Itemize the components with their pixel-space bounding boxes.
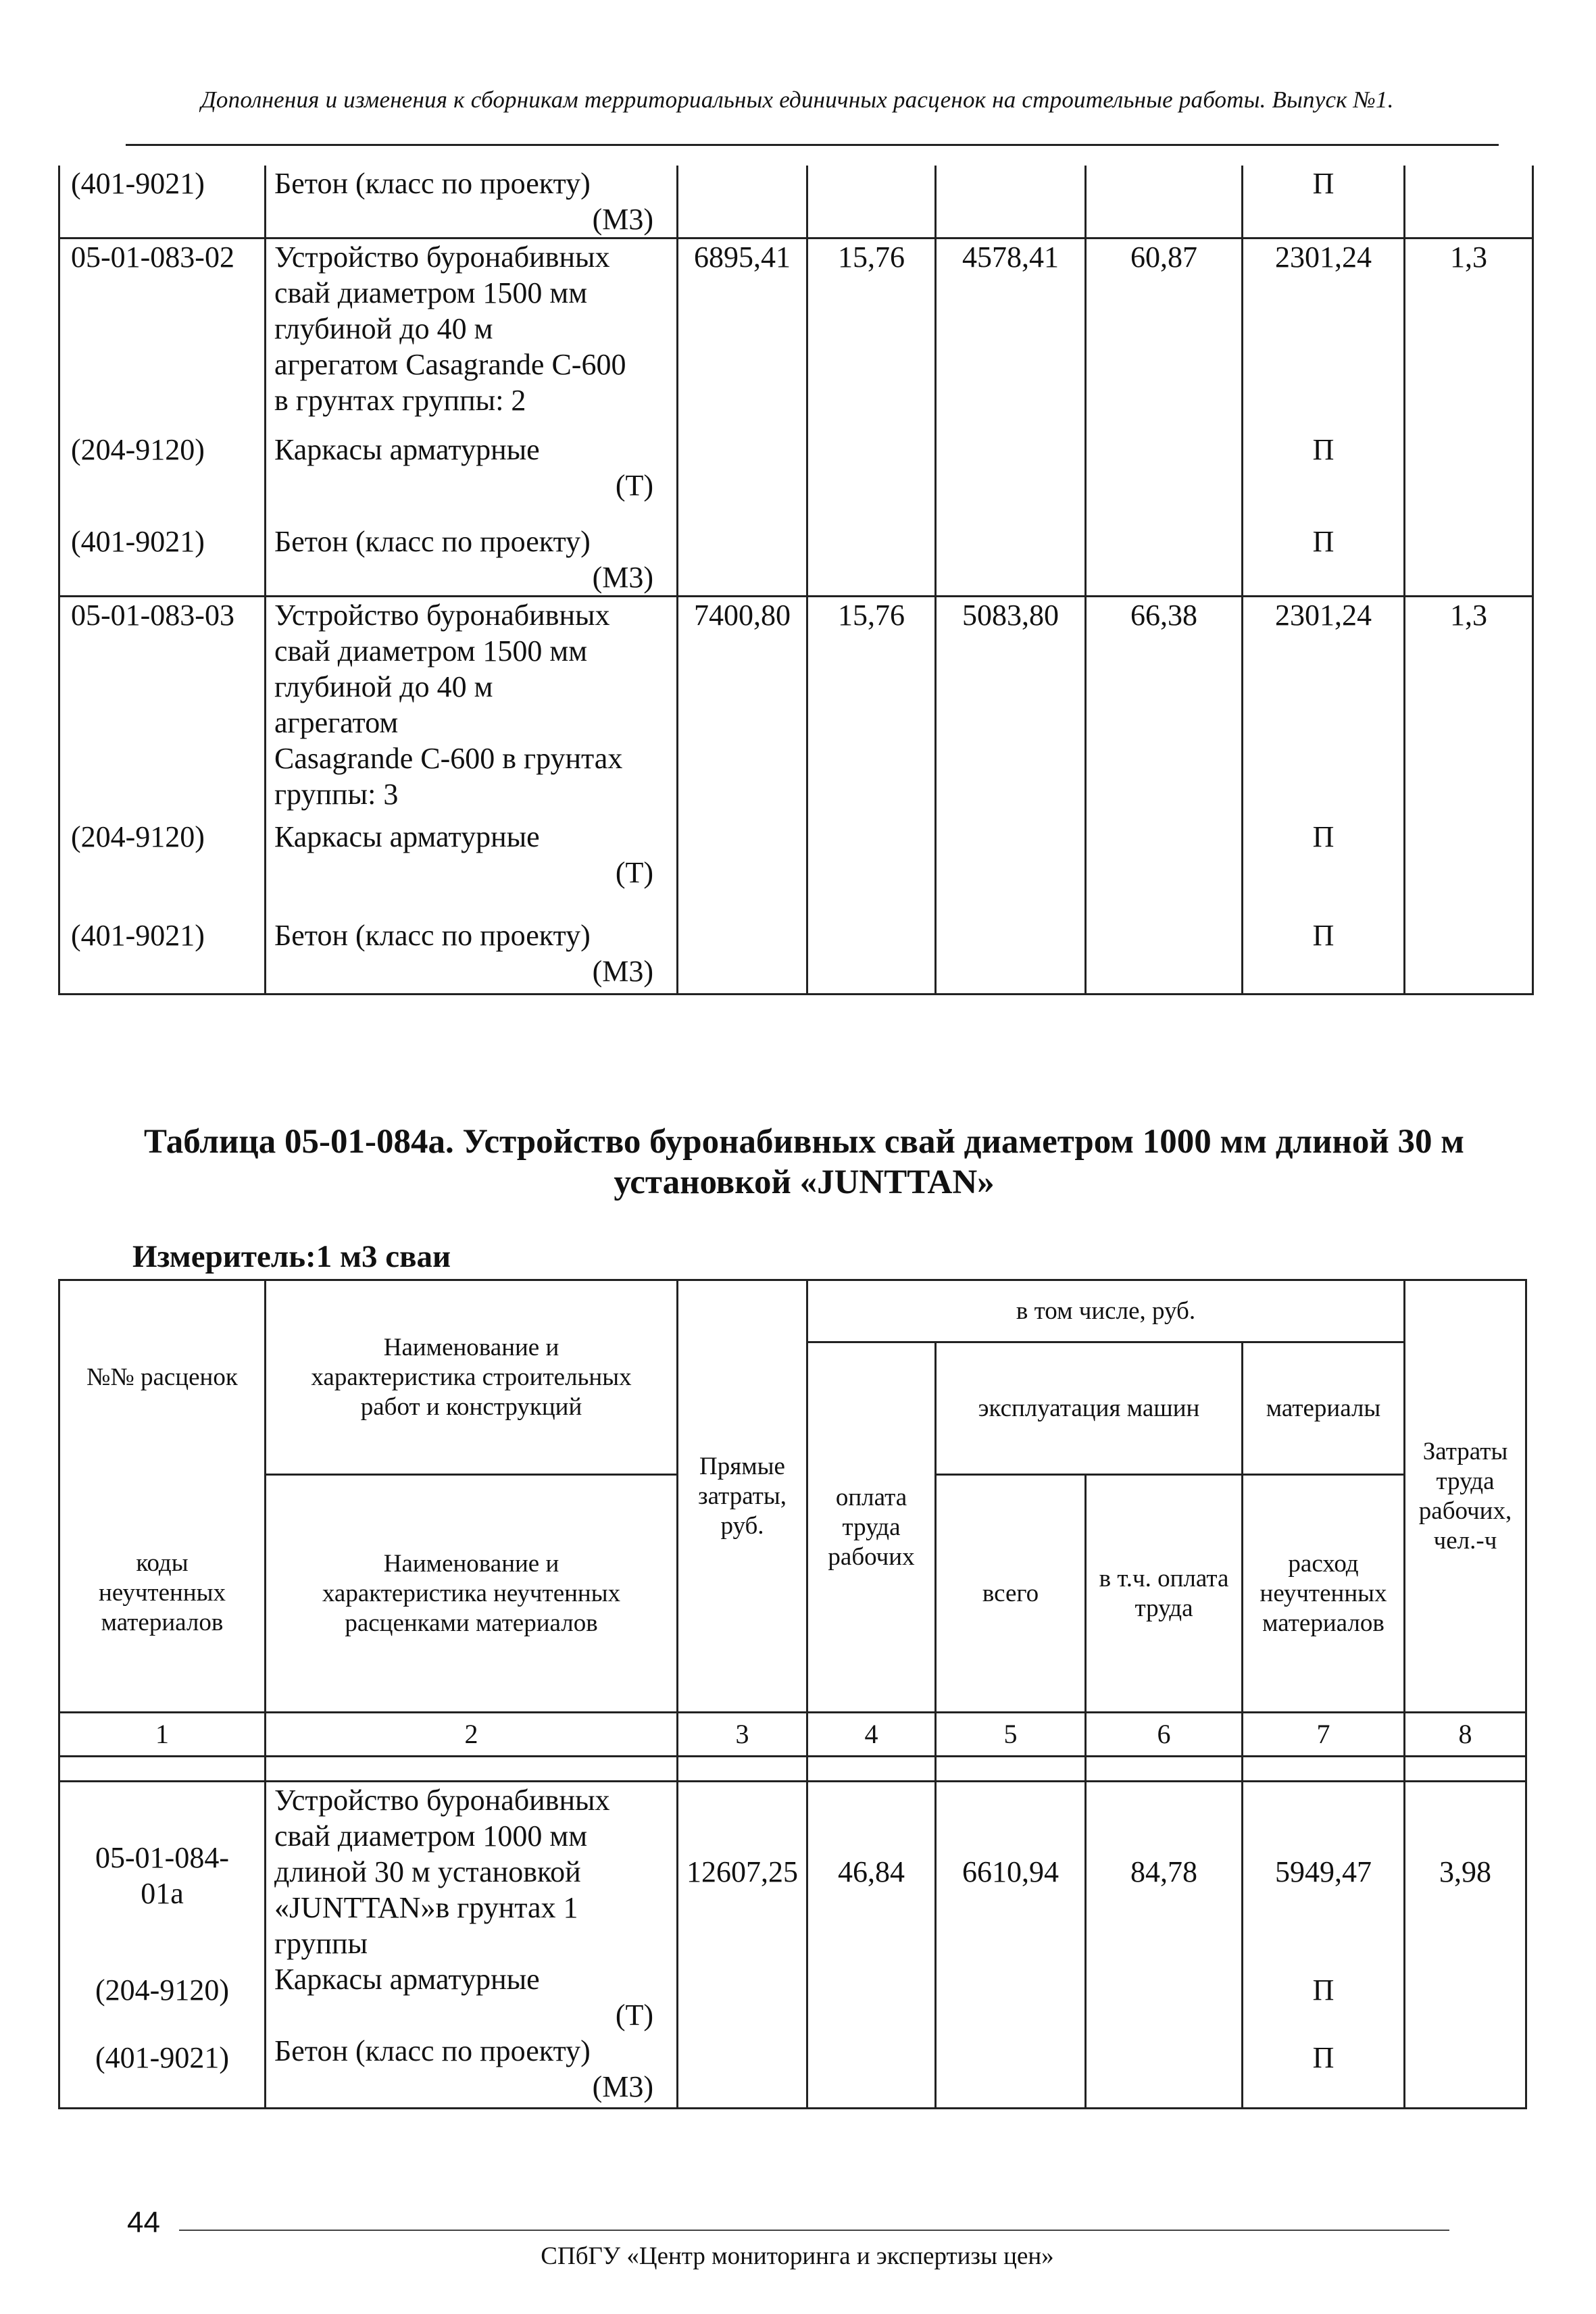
column-number: 6 bbox=[1086, 1713, 1243, 1757]
rate-code: 05-01-083-03 bbox=[59, 597, 266, 813]
header-worker-wages: оплата труда рабочих bbox=[807, 1342, 936, 1713]
upper-price-table bbox=[58, 166, 1534, 995]
material-code: (401-9021) bbox=[59, 2033, 266, 2109]
worker-wages: 15,76 bbox=[807, 238, 936, 419]
table-title: Таблица 05-01-084а. Устройство буронабивных свай диаметром 1000 мм длиной 30 м установкой «JUNTTAN» bbox=[143, 1123, 1465, 1201]
table-row bbox=[59, 503, 1533, 597]
column-number: 2 bbox=[266, 1713, 678, 1757]
column-number: 1 bbox=[59, 1713, 266, 1757]
machine-wages: 66,38 bbox=[1086, 597, 1243, 813]
header-rate-numbers: №№ расценок bbox=[59, 1280, 266, 1475]
material-name: Бетон (класс по проекту) (М3) bbox=[266, 166, 678, 238]
material-costs: 2301,24 bbox=[1243, 238, 1405, 419]
worker-wages: 15,76 bbox=[807, 597, 936, 813]
material-mark: П bbox=[1243, 890, 1405, 995]
material-mark: П bbox=[1243, 166, 1405, 238]
column-number: 7 bbox=[1243, 1713, 1405, 1757]
material-mark: П bbox=[1243, 1961, 1405, 2033]
material-code: (204-9120) bbox=[59, 812, 266, 890]
table-row bbox=[59, 1782, 1526, 1962]
header-material-codes: коды неучтенных материалов bbox=[59, 1475, 266, 1713]
material-name: Бетон (класс по проекту) (М3) bbox=[266, 2033, 678, 2109]
material-costs: 5949,47 bbox=[1243, 1782, 1405, 1962]
rate-name: Устройство буронабивных свай диаметром 1500 мм глубиной до 40 м агрегатом Casagrande C-600 в грунтах группы: 3 bbox=[266, 597, 678, 813]
header-labor-costs: Затраты труда рабочих, чел.-ч bbox=[1405, 1280, 1526, 1713]
material-mark: П bbox=[1243, 418, 1405, 503]
column-number: 3 bbox=[678, 1713, 807, 1757]
labor-costs: 1,3 bbox=[1405, 238, 1533, 419]
header-machine-operation: эксплуатация машин bbox=[936, 1342, 1243, 1475]
header-rule bbox=[126, 144, 1499, 146]
machine-costs: 5083,80 bbox=[936, 597, 1086, 813]
machine-wages: 60,87 bbox=[1086, 238, 1243, 419]
rate-name: Устройство буронабивных свай диаметром 1500 мм глубиной до 40 м агрегатом Casagrande C-600 в грунтах группы: 2 bbox=[266, 238, 678, 419]
lower-price-table bbox=[58, 1279, 1527, 2109]
header-including: в том числе, руб. bbox=[807, 1280, 1405, 1342]
table-row bbox=[59, 166, 1533, 238]
header-material-name: Наименование и характеристика неучтенных расценками материалов bbox=[266, 1475, 678, 1713]
header-materials: материалы bbox=[1243, 1342, 1405, 1475]
rate-name: Устройство буронабивных свай диаметром 1000 мм длиной 30 м установкой «JUNTTAN»в грунтах 1 группы bbox=[266, 1782, 678, 1962]
rate-code: 05-01-083-02 bbox=[59, 238, 266, 419]
direct-costs: 12607,25 bbox=[678, 1782, 807, 1962]
machine-costs: 4578,41 bbox=[936, 238, 1086, 419]
worker-wages: 46,84 bbox=[807, 1782, 936, 1962]
page-header: Дополнения и изменения к сборникам территориальных единичных расценок на строительные работы. Выпуск №1. bbox=[201, 86, 1394, 113]
material-code: (401-9021) bbox=[59, 166, 266, 238]
header-machine-wages: в т.ч. оплата труда bbox=[1086, 1475, 1243, 1713]
column-number: 8 bbox=[1405, 1713, 1526, 1757]
material-code: (204-9120) bbox=[59, 418, 266, 503]
material-code: (204-9120) bbox=[59, 1961, 266, 2033]
material-code: (401-9021) bbox=[59, 890, 266, 995]
material-costs: 2301,24 bbox=[1243, 597, 1405, 813]
material-name: Каркасы арматурные (Т) bbox=[266, 1961, 678, 2033]
material-name: Бетон (класс по проекту) (М3) bbox=[266, 890, 678, 995]
direct-costs: 7400,80 bbox=[678, 597, 807, 813]
table-row bbox=[59, 597, 1533, 813]
material-name: Каркасы арматурные (Т) bbox=[266, 812, 678, 890]
measure-unit: Измеритель:1 м3 сваи bbox=[132, 1239, 451, 1274]
header-work-name: Наименование и характеристика строительных работ и конструкций bbox=[266, 1280, 678, 1475]
column-number-row bbox=[59, 1713, 1526, 1757]
labor-costs: 3,98 bbox=[1405, 1782, 1526, 1962]
header-material-consumption: расход неучтенных материалов bbox=[1243, 1475, 1405, 1713]
column-number: 5 bbox=[936, 1713, 1086, 1757]
column-number: 4 bbox=[807, 1713, 936, 1757]
material-code: (401-9021) bbox=[59, 503, 266, 597]
table-row bbox=[59, 238, 1533, 419]
machine-costs: 6610,94 bbox=[936, 1782, 1086, 1962]
table-row bbox=[59, 890, 1533, 995]
table-row bbox=[59, 812, 1533, 890]
footer-rule bbox=[179, 2230, 1449, 2231]
material-name: Каркасы арматурные (Т) bbox=[266, 418, 678, 503]
header-direct-costs: Прямые затраты, руб. bbox=[678, 1280, 807, 1713]
machine-wages: 84,78 bbox=[1086, 1782, 1243, 1962]
material-mark: П bbox=[1243, 2033, 1405, 2109]
material-name: Бетон (класс по проекту) (М3) bbox=[266, 503, 678, 597]
material-mark: П bbox=[1243, 503, 1405, 597]
header-machine-total: всего bbox=[936, 1475, 1086, 1713]
header-row bbox=[59, 1280, 1526, 1342]
rate-code: 05-01-084- 01а bbox=[59, 1782, 266, 1962]
direct-costs: 6895,41 bbox=[678, 238, 807, 419]
page-number: 44 bbox=[127, 2206, 160, 2239]
table-row bbox=[59, 418, 1533, 503]
page-footer: СПбГУ «Центр мониторинга и экспертизы цен» bbox=[541, 2242, 1054, 2270]
table-row bbox=[59, 2033, 1526, 2109]
labor-costs: 1,3 bbox=[1405, 597, 1533, 813]
material-mark: П bbox=[1243, 812, 1405, 890]
table-row bbox=[59, 1961, 1526, 2033]
